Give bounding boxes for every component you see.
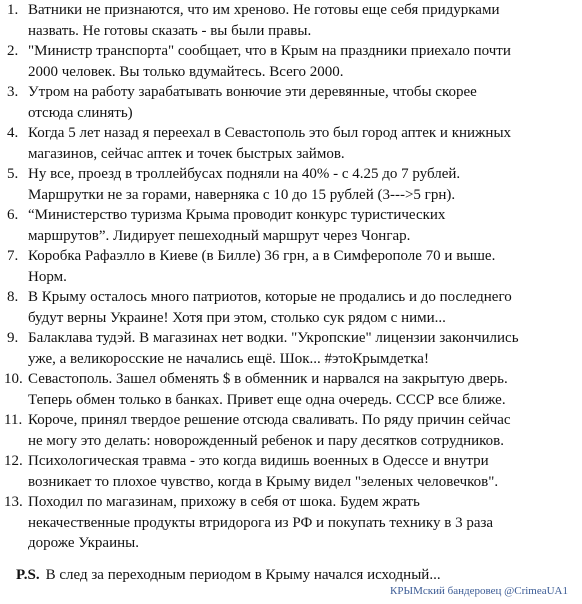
list-item-line: Ватники не признаются, что им хреново. Не готовы еще себя придурками: [28, 2, 500, 18]
list-item-text: [28, 328, 574, 369]
list-item-text: [28, 164, 574, 205]
list-item: [0, 164, 582, 205]
watermark: КРЫМский бандеровец @CrimeaUA1: [390, 585, 568, 597]
list-item-text: [28, 451, 574, 492]
list-item-number: 1.: [7, 2, 19, 18]
list-item-number: 4.: [7, 125, 19, 141]
list-item-line: 2000 человек. Вы только вдумайтесь. Всего 2000.: [28, 63, 344, 80]
list-item-text: [28, 123, 574, 164]
list-item-number: 8.: [7, 289, 19, 305]
list-item: [0, 123, 582, 164]
list-item: [0, 41, 582, 82]
list-item-number: 13.: [4, 494, 23, 510]
list-item: [0, 328, 582, 369]
list-item-number: 11.: [4, 412, 23, 428]
list-item-number: 10.: [4, 371, 23, 387]
list-item-line: В Крыму осталось много патриотов, которые не продались и до последнего: [28, 289, 512, 305]
list-item-line: дороже Украины.: [28, 535, 139, 551]
list-item-line: Маршрутки не за горами, наверняка с 10 до 15 рублей (3--->5 грн).: [28, 186, 456, 203]
list-item-line: Когда 5 лет назад я переехал в Севастополь это был город аптек и книжных: [28, 125, 512, 141]
postscript-text: В след за переходным периодом в Крыму начался исходный...: [45, 567, 441, 583]
list-item: [0, 246, 582, 287]
list-item-number: 9.: [7, 330, 19, 346]
list-item-line: Коробка Рафаэлло в Киеве (в Билле) 36 грн, а в Симферополе 70 и выше.: [28, 248, 496, 264]
list-item: [0, 369, 582, 410]
list-item-line: не могу это делать: новорожденный ребенок и пару десятков сотрудников.: [28, 432, 504, 449]
list-item-text: [28, 205, 574, 246]
list-item-text: [28, 82, 574, 123]
list-item-line: назвать. Не готовы сказать - вы были правы.: [28, 22, 312, 39]
list-item-text: [28, 410, 574, 451]
list-item-text: [28, 0, 574, 41]
list-item-number: 5.: [7, 166, 19, 182]
list-item-line: маршрутов”. Лидирует пешеходный маршрут через Чонгар.: [28, 227, 411, 244]
list-item-line: некачественные продукты втридорога из РФ и покупать технику в 3 раза: [28, 514, 494, 531]
list-item-text: [28, 369, 574, 410]
list-item-line: уже, а великоросские не начались ещё. Шок... #этоКрымдетка!: [28, 350, 429, 367]
list-item: [0, 287, 582, 328]
list-item: [0, 492, 582, 554]
list-item-line: Походил по магазинам, прихожу в себя от шока. Будем жрать: [28, 494, 420, 510]
list-item: [0, 410, 582, 451]
list-item-line: будут верны Украине! Хотя при этом, столько сук рядом с ними...: [28, 309, 446, 326]
list-item: [0, 82, 582, 123]
list-item-line: Ну все, проезд в троллейбусах подняли на 40% - с 4.25 до 7 рублей.: [28, 166, 461, 182]
list-item-line: “Министерство туризма Крыма проводит конкурс туристических: [28, 207, 446, 223]
list-item: [0, 205, 582, 246]
list-item-text: [28, 287, 574, 328]
list-item-line: Психологическая травма - это когда видишь военных в Одессе и внутри: [28, 453, 489, 469]
list-item-text: [28, 246, 574, 287]
list-item-number: 12.: [4, 453, 23, 469]
list-item-line: Балаклава тудэй. В магазинах нет водки. "Укропские" лицензии закончились: [28, 330, 519, 346]
list-item-number: 7.: [7, 248, 19, 264]
list-item-line: отсюда слинять): [28, 104, 133, 121]
list-item-number: 6.: [7, 207, 19, 223]
list-item-line: Утром на работу зарабатывать вонючие эти деревянные, чтобы скорее: [28, 84, 477, 100]
list-item-text: [28, 41, 574, 82]
list-item-line: Короче, принял твердое решение отсюда сваливать. По ряду причин сейчас: [28, 412, 511, 428]
list-item-line: магазинов, сейчас аптек и точек быстрых займов.: [28, 145, 345, 162]
list-item: [0, 0, 582, 41]
list-item-line: Теперь обмен только в банках. Привет еще одна очередь. СССР все ближе.: [28, 391, 506, 408]
list-item-line: Севастополь. Зашел обменять $ в обменник и нарвался на закрытую дверь.: [28, 371, 508, 387]
list-item-text: [28, 492, 574, 554]
postscript: [16, 565, 441, 585]
list-item-line: "Министр транспорта" сообщает, что в Крым на праздники приехало почти: [28, 43, 511, 59]
list-item-line: Норм.: [28, 268, 67, 285]
list-item-number: 2.: [7, 43, 19, 59]
list-item: [0, 451, 582, 492]
list-item-line: возникает то плохое чувство, когда в Крыму видел "зеленых человечков".: [28, 473, 499, 490]
list-item-number: 3.: [7, 84, 19, 100]
postscript-label: P.S.: [16, 567, 40, 583]
